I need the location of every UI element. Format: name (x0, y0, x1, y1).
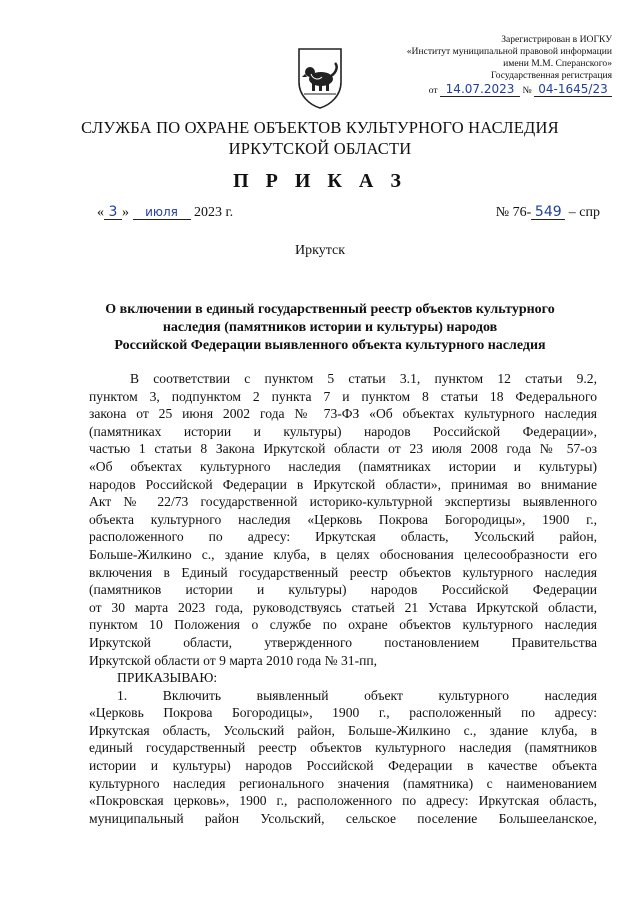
item-1-line: культурного наследия регионального значения (памятника) с наименованием (89, 775, 597, 791)
city: Иркутск (294, 243, 346, 258)
registration-date: 14.07.2023 (440, 82, 520, 97)
registration-number-prefix: № (522, 85, 532, 96)
preamble-line: В соответствии с пунктом 5 статьи 3.1, пунктом 12 статьи 9.2, (130, 371, 597, 386)
order-month: июля (133, 205, 191, 220)
registration-line: «Институт муниципальной правовой информации (406, 46, 612, 57)
subject-line: наследия (памятников истории и культуры) народов (162, 320, 498, 335)
preamble-line: объекта культурного наследия «Церковь Покрова Богородицы», 1900 г., (89, 511, 597, 527)
order-word: ПРИКАЗЫВАЮ: (117, 670, 218, 686)
item-1-line: 1. Включить выявленный объект культурного наследия (117, 687, 597, 703)
registration-date-line (352, 82, 612, 97)
registration-stamp (352, 34, 612, 97)
preamble-line: закона от 25 июня 2002 года № 73-ФЗ «Об объектах культурного наследия (89, 406, 597, 422)
preamble-line: Иркутской области от 9 марта 2010 года № 31-пп, (89, 652, 378, 668)
registration-line: Зарегистрирован в ИОГКУ (501, 34, 612, 45)
preamble-line: Акт № 22/73 государственной историко-культурной экспертизы выявленного (89, 494, 597, 510)
item-1-line: «Церковь Покрова Богородицы», 1900 г., расположенный по адресу: (89, 705, 597, 721)
preamble-line: (памятников истории и культуры) народов Российской Федерации (89, 582, 597, 598)
item-1-line: единый государственный реестр объектов культурного наследия (памятников (89, 740, 597, 756)
order-number-prefix: № 76- (495, 205, 532, 220)
date-open-quote: « (97, 205, 104, 220)
order-number (496, 205, 600, 221)
order-date (97, 205, 233, 221)
preamble-line: Иркутской области, утвержденного постановлением Правительства (89, 634, 597, 650)
item-1-line: «Покровская церковь», 1900 г., расположенного по адресу: Иркутская область, (89, 793, 597, 809)
preamble-line: (памятниках истории и культуры) народов Российской Федерации», (89, 423, 597, 439)
order-number-suffix: – спр (568, 205, 600, 220)
preamble-line: Больше-Жилкино с., здание клуба, в целях обоснования целесообразности его (89, 546, 597, 562)
subject-line: О включении в единый государственный реестр объектов культурного (105, 302, 555, 317)
coat-of-arms-icon (295, 46, 345, 110)
preamble-line: «Об объектах культурного наследия (памятниках истории и культуры) (89, 458, 597, 474)
order-day: 3 (104, 205, 122, 220)
registration-line: Государственная регистрация (491, 70, 612, 81)
item-1-line: Иркутская область, Усольский район, Больше-Жилкино с., здание клуба, в (89, 722, 597, 738)
registration-number: 04-1645/23 (534, 82, 612, 97)
preamble-line: народов Российской Федерации в Иркутской области», принимая во внимание (89, 476, 597, 492)
agency-name (60, 117, 580, 159)
agency-line-2: ИРКУТСКОЙ ОБЛАСТИ (228, 139, 412, 158)
preamble-line: пунктом 10 Положения о службе по охране объектов культурного наследия (89, 617, 597, 633)
date-close-quote: » (122, 205, 129, 220)
agency-line-1: СЛУЖБА ПО ОХРАНЕ ОБЪЕКТОВ КУЛЬТУРНОГО НАСЛЕДИЯ (81, 118, 559, 137)
order-year: 2023 г. (194, 205, 234, 220)
preamble-line: частью 1 статьи 8 Закона Иркутской области от 23 июля 2008 года № 57-оз (89, 441, 597, 457)
registration-date-prefix: от (428, 85, 438, 96)
preamble-line: пунктом 3, подпунктом 2 пункта 7 и пунктом 8 статьи 18 Федерального (89, 388, 597, 404)
registration-line: имени М.М. Сперанского» (503, 58, 612, 69)
order-subject (80, 301, 580, 355)
order-body (89, 370, 597, 827)
subject-line: Российской Федерации выявленного объекта культурного наследия (114, 338, 546, 353)
item-1-line: муниципальный район Усольский, сельское поселение Большееланское, (89, 810, 597, 826)
preamble-line: включения в Единый государственный реестр объектов культурного наследия (89, 564, 597, 580)
order-number-value: 549 (531, 205, 565, 220)
preamble-line: расположенного по адресу: Иркутская область, Усольский район, (89, 529, 597, 545)
preamble-line: от 30 марта 2023 года, руководствуясь статьей 21 Устава Иркутской области, (89, 599, 597, 615)
document-title: П Р И К А З (233, 170, 407, 192)
item-1-line: истории и культуры) народов Российской Федерации в качестве объекта (89, 758, 597, 774)
